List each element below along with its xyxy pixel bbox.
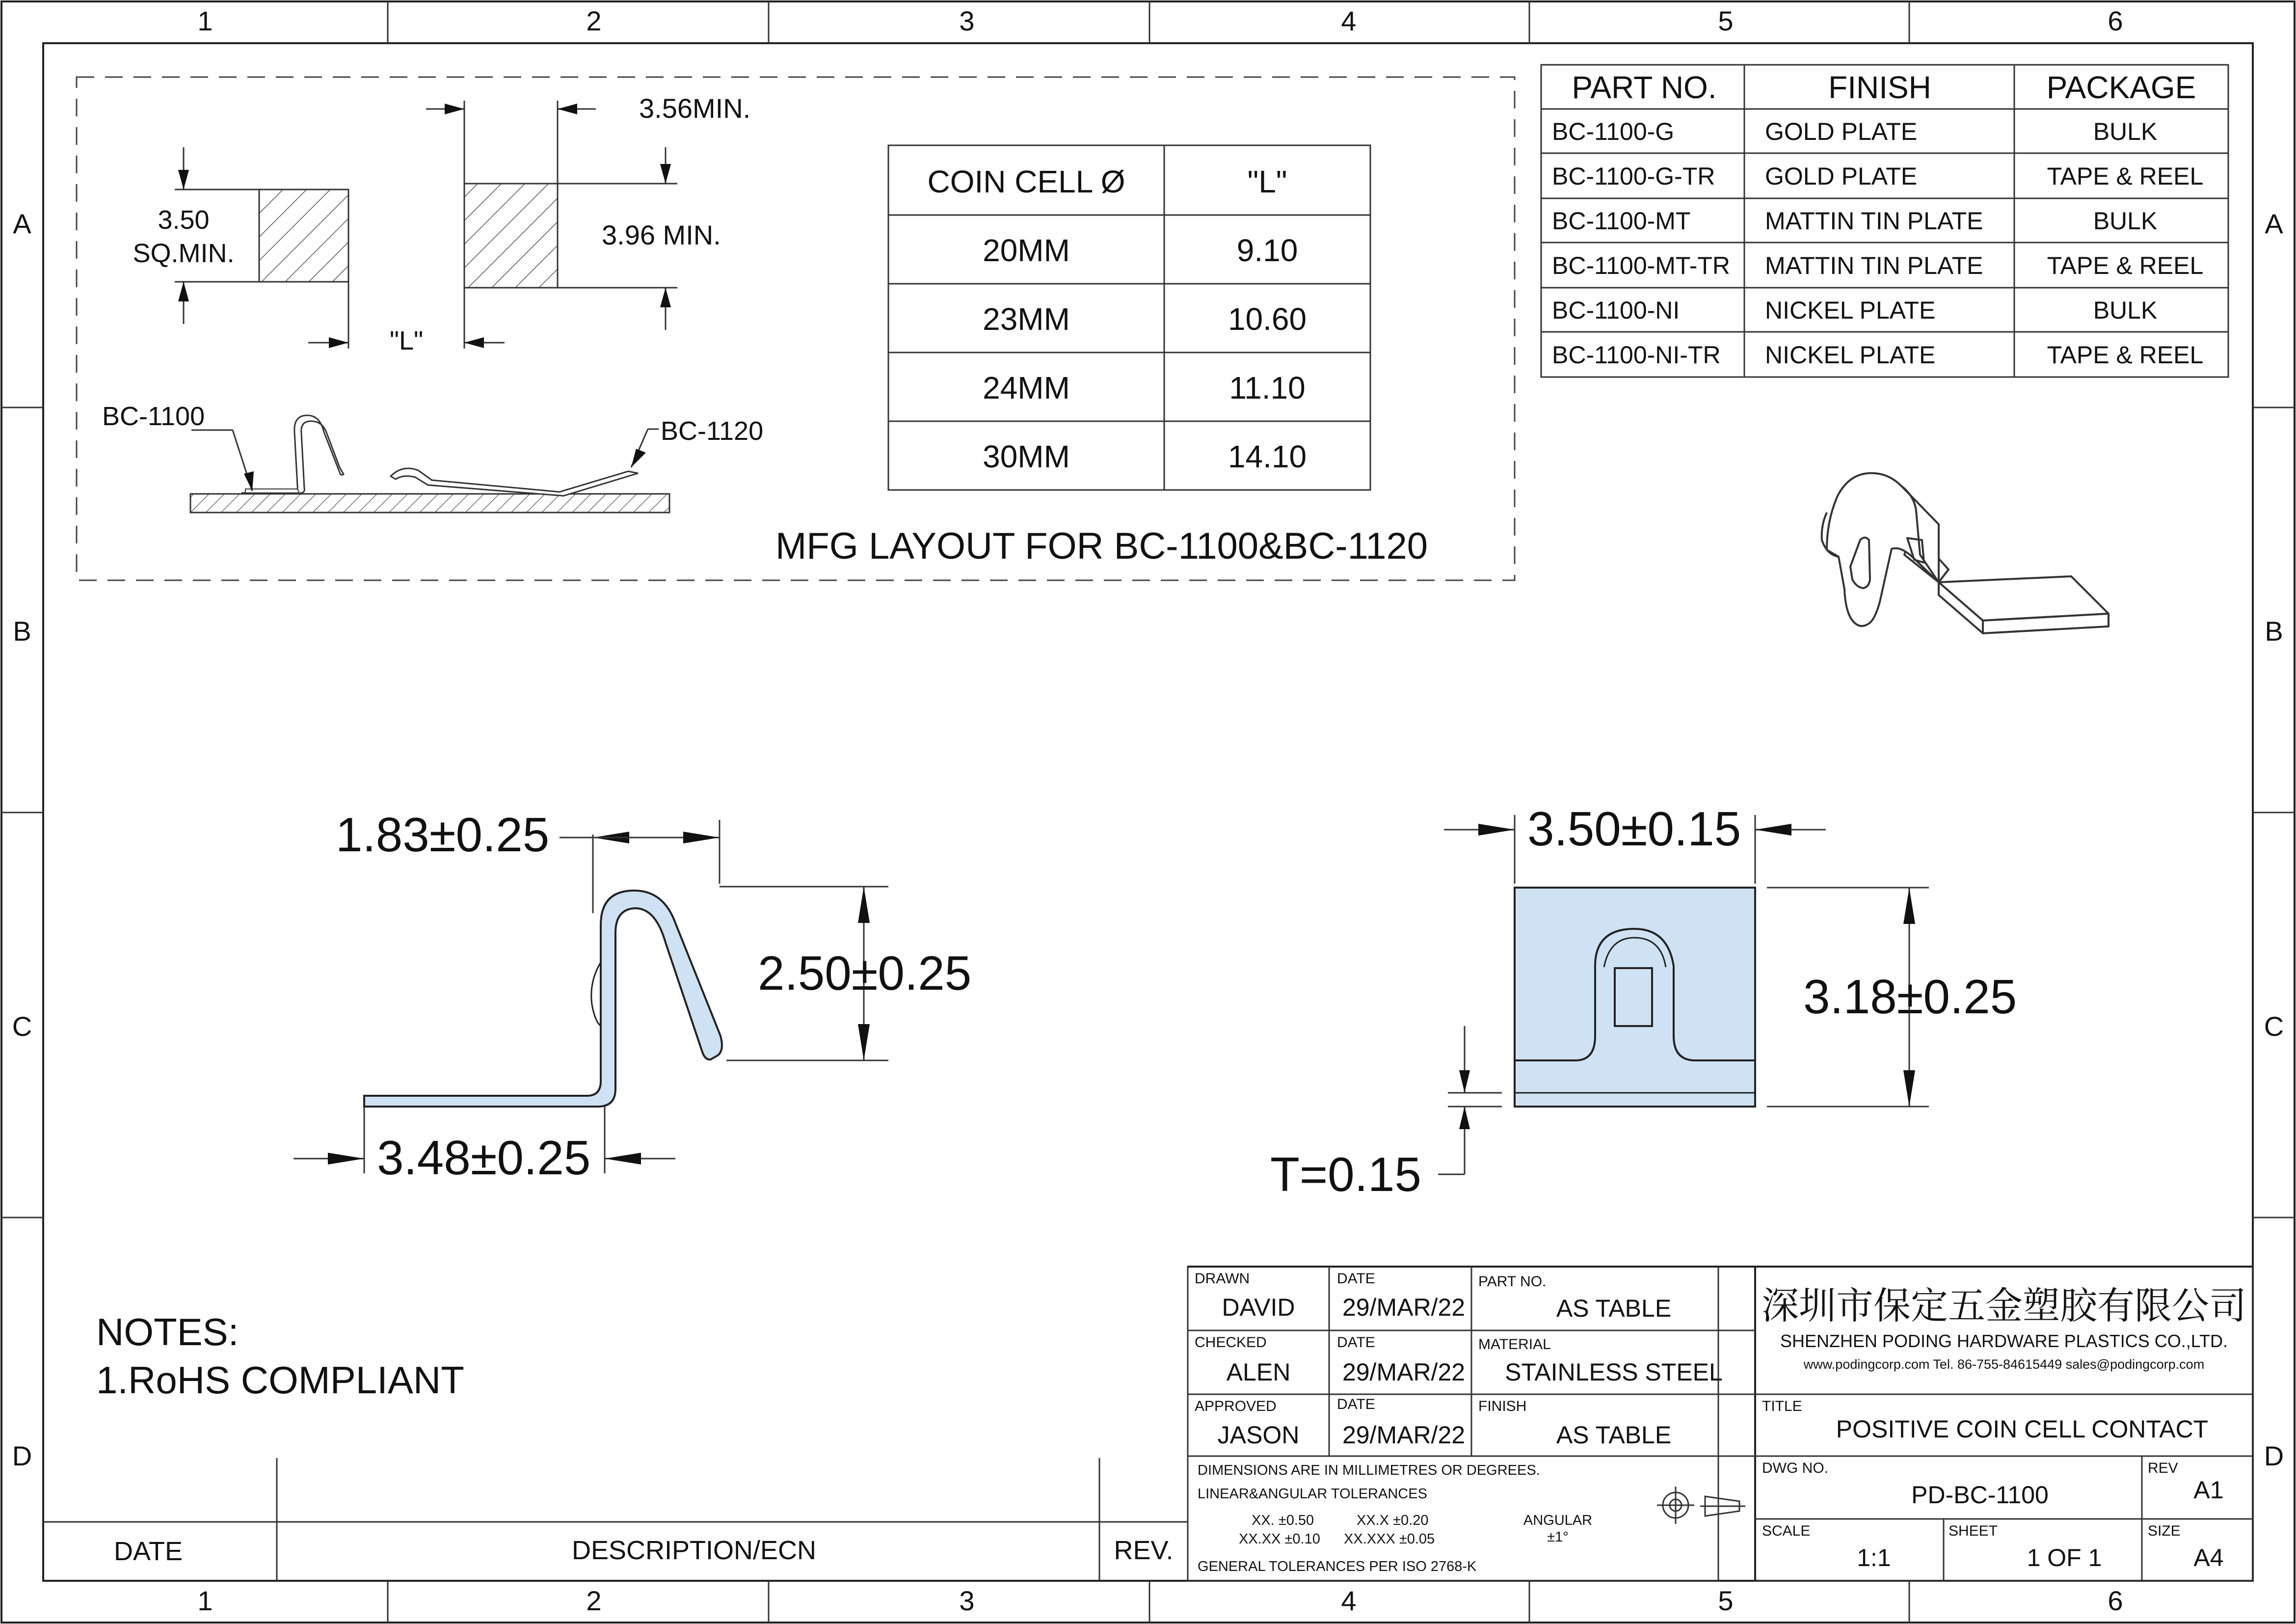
coin-table-cell: 9.10 (1236, 233, 1298, 268)
part-row-package: BULK (2093, 207, 2158, 235)
tol-standard: GENERAL TOLERANCES PER ISO 2768-K (1198, 1559, 1477, 1574)
row-label-b: B (13, 616, 31, 647)
company-contact: www.podingcorp.com Tel. 86-755-84615449 sales@podingcorp.com (1803, 1357, 2205, 1372)
tb-size-label: SIZE (2148, 1523, 2181, 1539)
coin-table-cell: 24MM (983, 370, 1070, 406)
notes (96, 1310, 464, 1402)
col-label-1-bottom: 1 (197, 1585, 213, 1616)
dim-3-18: 3.18±0.25 (1803, 970, 2017, 1024)
coin-table-cell: 20MM (983, 233, 1070, 268)
dim-3-48: 3.48±0.25 (377, 1131, 591, 1185)
pcb-base (190, 494, 669, 513)
col-label-5-bottom: 5 (1718, 1585, 1734, 1616)
tol-line-1: DIMENSIONS ARE IN MILLIMETRES OR DEGREES. (1198, 1462, 1540, 1478)
col-label-1: 1 (197, 5, 213, 36)
tb-sheet-value: 1 OF 1 (2027, 1544, 2102, 1571)
title-block (1188, 1267, 2253, 1581)
tb-finish-value: AS TABLE (1556, 1421, 1672, 1449)
part-table-header-package: PACKAGE (2046, 70, 2196, 105)
revision-date-header: DATE (113, 1537, 183, 1566)
tb-approved-value: JASON (1217, 1421, 1300, 1449)
revision-description-header: DESCRIPTION/ECN (571, 1536, 817, 1565)
row-label-b-right: B (2265, 616, 2283, 647)
tb-partno-value: AS TABLE (1556, 1295, 1672, 1322)
tb-partno-label: PART NO. (1478, 1273, 1547, 1290)
coin-table-cell: 30MM (983, 439, 1070, 474)
label-bc-1120: BC-1120 (661, 416, 764, 446)
part-table-header-partno: PART NO. (1572, 70, 1717, 105)
dim-3-96-min: 3.96 MIN. (602, 219, 721, 250)
row-label-a: A (13, 208, 31, 239)
tb-approved-label: APPROVED (1195, 1398, 1277, 1414)
tb-drawn-value: DAVID (1222, 1294, 1295, 1321)
tb-drawn-label: DRAWN (1195, 1271, 1250, 1287)
part-row-package: BULK (2093, 118, 2158, 145)
tol-angular-label: ANGULAR (1523, 1513, 1593, 1528)
dim-3-50-label: 3.50 (158, 205, 210, 235)
coin-table-cell: 14.10 (1228, 439, 1307, 474)
tb-material-label: MATERIAL (1478, 1336, 1551, 1353)
tol-angular-value: ±1° (1547, 1529, 1569, 1545)
bc1100-profile (241, 415, 344, 493)
part-row-package: TAPE & REEL (2047, 341, 2204, 369)
part-row-package: BULK (2093, 297, 2158, 324)
col-label-2: 2 (586, 5, 602, 36)
part-row-partno: BC-1100-MT (1552, 207, 1691, 235)
coin-table-header-diameter: COIN CELL Ø (927, 164, 1125, 199)
tb-title-value: POSITIVE COIN CELL CONTACT (1836, 1415, 2209, 1443)
row-label-c-right: C (2264, 1011, 2284, 1042)
tb-date-drawn: 29/MAR/22 (1342, 1294, 1466, 1321)
tb-finish-label: FINISH (1478, 1398, 1527, 1414)
mfg-layout-title: MFG LAYOUT FOR BC-1100&BC-1120 (775, 525, 1428, 567)
part-row-finish: GOLD PLATE (1765, 118, 1918, 145)
side-view (294, 808, 971, 1185)
tol-xxxx: XX.XX ±0.10 (1239, 1531, 1320, 1547)
pad-left (259, 189, 348, 282)
part-row-finish: GOLD PLATE (1765, 162, 1918, 190)
projection-symbol-icon (1657, 1487, 1745, 1524)
part-row-package: TAPE & REEL (2047, 162, 2204, 190)
dim-3-50-sqmin: SQ.MIN. (133, 239, 235, 268)
tb-rev-value: A1 (2193, 1476, 2224, 1504)
tb-dwgno-label: DWG NO. (1762, 1460, 1828, 1476)
part-row-partno: BC-1100-G-TR (1552, 162, 1715, 190)
row-label-d: D (12, 1440, 32, 1471)
row-label-a-right: A (2265, 208, 2283, 239)
coin-cell-table (888, 145, 1370, 490)
dim-2-50: 2.50±0.25 (758, 946, 972, 1000)
tb-material-value: STAINLESS STEEL (1505, 1358, 1723, 1386)
tb-size-value: A4 (2193, 1544, 2224, 1571)
col-label-5: 5 (1718, 5, 1734, 36)
part-number-table (1541, 65, 2228, 377)
col-label-4-bottom: 4 (1341, 1585, 1357, 1616)
dim-L: "L" (389, 326, 424, 355)
pad-right (464, 184, 558, 288)
bc1120-profile (391, 468, 638, 496)
col-label-3: 3 (959, 5, 975, 36)
mfg-layout-panel (77, 77, 1515, 580)
notes-line-1: 1.RoHS COMPLIANT (96, 1358, 464, 1402)
part-row-finish: MATTIN TIN PLATE (1765, 207, 1983, 235)
revision-rev-header: REV. (1114, 1536, 1174, 1565)
notes-title: NOTES: (96, 1310, 239, 1353)
tol-line-2: LINEAR&ANGULAR TOLERANCES (1198, 1486, 1427, 1502)
tb-date-approved: 29/MAR/22 (1342, 1421, 1466, 1449)
tb-sheet-label: SHEET (1949, 1523, 1998, 1539)
tb-dwgno-value: PD-BC-1100 (1911, 1481, 2049, 1509)
part-row-finish: NICKEL PLATE (1765, 297, 1936, 324)
dim-3-50-width: 3.50±0.15 (1527, 802, 1741, 856)
front-view (1270, 802, 2017, 1201)
tb-date-label: DATE (1337, 1334, 1375, 1351)
tb-rev-label: REV (2148, 1460, 2178, 1476)
tb-checked-value: ALEN (1226, 1358, 1291, 1386)
tol-xxxxx: XX.XXX ±0.05 (1344, 1531, 1435, 1547)
part-row-package: TAPE & REEL (2047, 252, 2204, 279)
coin-table-header-L: "L" (1247, 164, 1287, 199)
dim-thickness: T=0.15 (1270, 1147, 1421, 1201)
col-label-6: 6 (2108, 5, 2123, 36)
dim-1-83: 1.83±0.25 (336, 808, 550, 862)
dim-3-56-min: 3.56MIN. (639, 93, 751, 124)
coin-table-cell: 10.60 (1228, 301, 1307, 337)
part-row-finish: NICKEL PLATE (1765, 341, 1936, 369)
part-row-partno: BC-1100-NI (1552, 297, 1680, 324)
tb-title-label: TITLE (1762, 1398, 1802, 1414)
col-label-6-bottom: 6 (2108, 1585, 2123, 1616)
col-label-3-bottom: 3 (959, 1585, 975, 1616)
tb-date-label: DATE (1337, 1271, 1375, 1287)
isometric-view (1822, 473, 2109, 633)
coin-table-cell: 23MM (983, 301, 1070, 337)
row-label-c: C (12, 1011, 32, 1042)
tol-xx: XX. ±0.50 (1252, 1513, 1314, 1528)
label-bc-1100: BC-1100 (102, 402, 205, 431)
company-name-cn: 深圳市保定五金塑胶有限公司 (1762, 1285, 2246, 1327)
company-name-en: SHENZHEN PODING HARDWARE PLASTICS CO.,LTD. (1780, 1331, 2228, 1351)
part-row-partno: BC-1100-MT-TR (1552, 252, 1731, 279)
tb-date-checked: 29/MAR/22 (1342, 1358, 1466, 1386)
coin-table-cell: 11.10 (1229, 370, 1306, 406)
revision-block (43, 1458, 1188, 1581)
part-row-partno: BC-1100-NI-TR (1552, 341, 1721, 369)
contact-profile (364, 891, 722, 1107)
tb-scale-value: 1:1 (1857, 1544, 1891, 1571)
part-row-finish: MATTIN TIN PLATE (1765, 252, 1983, 279)
col-label-4: 4 (1341, 5, 1357, 36)
tol-xxx: XX.X ±0.20 (1357, 1513, 1429, 1528)
col-label-2-bottom: 2 (586, 1585, 602, 1616)
part-table-header-finish: FINISH (1828, 70, 1931, 105)
tb-date-label: DATE (1337, 1396, 1375, 1412)
tb-checked-label: CHECKED (1195, 1334, 1267, 1351)
part-row-partno: BC-1100-G (1552, 118, 1675, 145)
contact-front (1515, 888, 1755, 1107)
row-label-d-right: D (2264, 1440, 2284, 1471)
tb-scale-label: SCALE (1762, 1523, 1811, 1539)
